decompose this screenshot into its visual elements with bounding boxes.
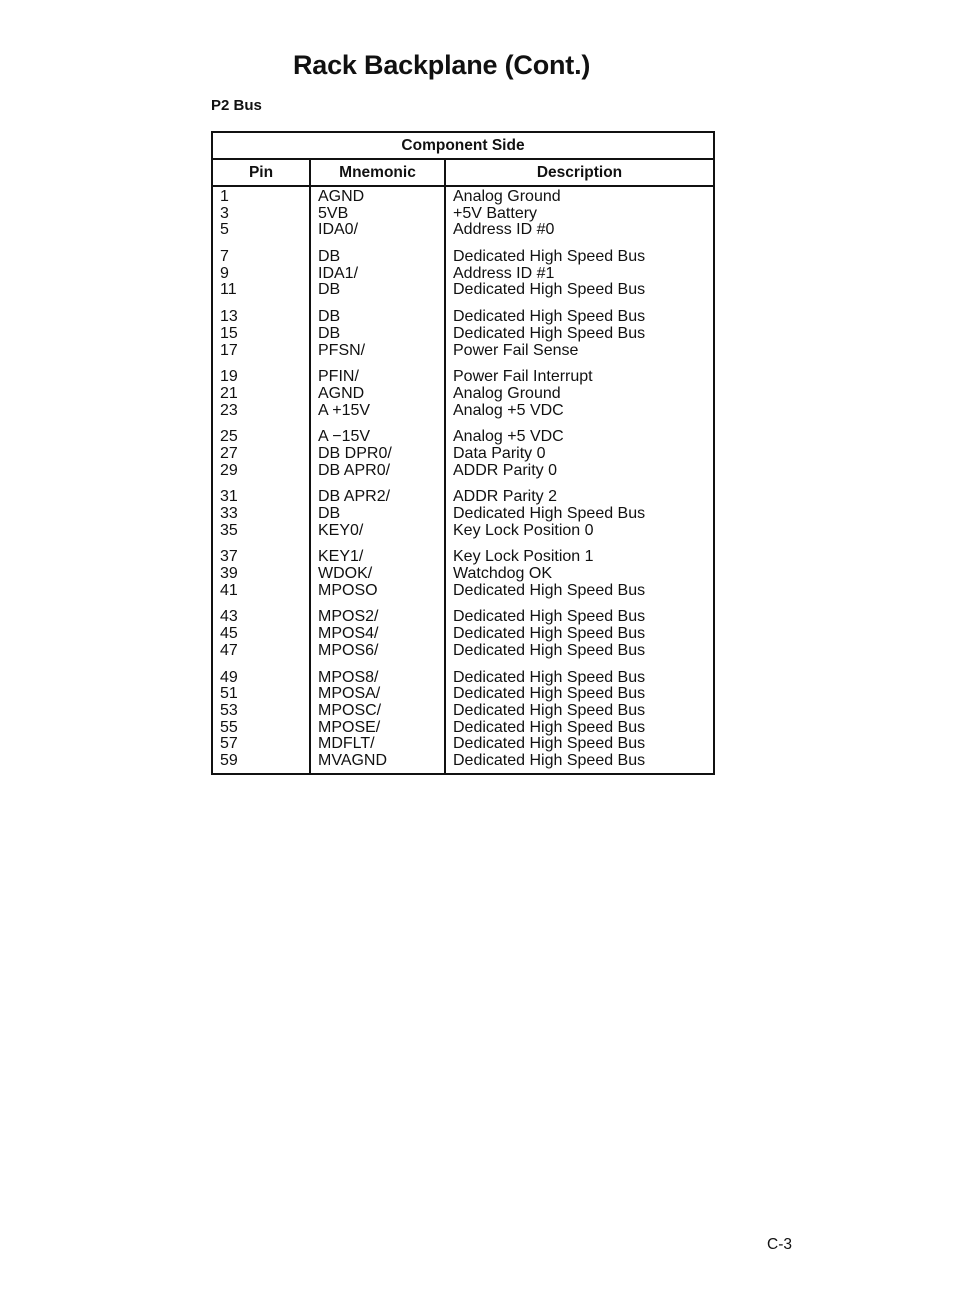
row-group xyxy=(220,309,309,359)
description-cell: +5V Battery xyxy=(453,204,538,222)
mnemonic-cell: WDOK/ xyxy=(318,565,373,583)
table-header xyxy=(213,160,713,187)
pin-cell: 5 xyxy=(220,221,229,239)
pin-cell: 23 xyxy=(220,401,238,419)
row-group xyxy=(318,189,444,239)
pin-cell: 57 xyxy=(220,735,238,753)
pin-cell: 11 xyxy=(220,281,237,299)
description-cell: Dedicated High Speed Bus xyxy=(453,751,646,769)
row-group xyxy=(318,670,444,770)
description-cell: Analog +5 VDC xyxy=(453,428,564,446)
table-body xyxy=(213,187,713,773)
description-cell: ADDR Parity 2 xyxy=(453,488,558,506)
mnemonic-cell: DB xyxy=(318,324,341,342)
mnemonic-cell: MPOS2/ xyxy=(318,608,379,626)
pin-column xyxy=(213,187,311,773)
mnemonic-cell: DB APR2/ xyxy=(318,488,391,506)
mnemonic-cell: MPOSE/ xyxy=(318,718,381,736)
description-cell: Dedicated High Speed Bus xyxy=(453,718,646,736)
pin-cell: 1 xyxy=(220,188,229,205)
page-number: C-3 xyxy=(767,1236,792,1253)
description-cell: Analog Ground xyxy=(453,384,561,402)
pin-cell: 59 xyxy=(220,751,238,769)
mnemonic-cell: MPOSO xyxy=(318,581,378,599)
pin-cell: 13 xyxy=(220,308,238,326)
mnemonic-cell: DB xyxy=(318,308,341,326)
pin-cell: 45 xyxy=(220,625,238,643)
row-group xyxy=(453,249,713,299)
row-group xyxy=(453,609,713,659)
row-group xyxy=(318,609,444,659)
description-cell: Dedicated High Speed Bus xyxy=(453,668,646,686)
mnemonic-cell: DB xyxy=(318,248,341,266)
row-group xyxy=(318,549,444,599)
row-group xyxy=(318,369,444,419)
row-group xyxy=(318,489,444,539)
pin-cell: 37 xyxy=(220,548,238,566)
section-subtitle: P2 Bus xyxy=(211,97,262,114)
mnemonic-cell: MPOS6/ xyxy=(318,641,379,659)
mnemonic-cell: MPOSA/ xyxy=(318,685,381,703)
pin-cell: 47 xyxy=(220,641,238,659)
pin-cell: 39 xyxy=(220,565,238,583)
row-group xyxy=(453,549,713,599)
row-group xyxy=(220,489,309,539)
row-group xyxy=(220,549,309,599)
mnemonic-cell: PFSN/ xyxy=(318,341,366,359)
pin-cell: 31 xyxy=(220,488,238,506)
row-group xyxy=(453,369,713,419)
row-group xyxy=(453,309,713,359)
pin-cell: 29 xyxy=(220,461,238,479)
description-cell: Dedicated High Speed Bus xyxy=(453,701,646,719)
pin-cell: 9 xyxy=(220,264,229,282)
pin-cell: 43 xyxy=(220,608,238,626)
header-description: Description xyxy=(536,164,623,181)
description-cell: Dedicated High Speed Bus xyxy=(453,308,646,326)
description-cell: Dedicated High Speed Bus xyxy=(453,281,646,299)
description-cell: Address ID #1 xyxy=(453,264,555,282)
row-group xyxy=(453,429,713,479)
description-cell: Dedicated High Speed Bus xyxy=(453,505,646,522)
row-group xyxy=(220,249,309,299)
row-group xyxy=(220,189,309,239)
mnemonic-cell: MVAGND xyxy=(318,751,388,769)
pin-cell: 7 xyxy=(220,248,229,266)
pin-cell: 33 xyxy=(220,505,238,522)
pin-cell: 19 xyxy=(220,368,238,386)
pin-cell: 53 xyxy=(220,701,238,719)
mnemonic-cell: MPOSC/ xyxy=(318,701,382,719)
description-cell: Power Fail Sense xyxy=(453,341,579,359)
mnemonic-cell: KEY1/ xyxy=(318,548,364,566)
mnemonic-cell: DB xyxy=(318,281,341,299)
pin-cell: 35 xyxy=(220,521,238,539)
mnemonic-cell: 5VB xyxy=(318,204,349,222)
pin-cell: 3 xyxy=(220,204,229,222)
mnemonic-cell: DB DPR0/ xyxy=(318,444,392,462)
row-group xyxy=(318,309,444,359)
row-group xyxy=(220,429,309,479)
mnemonic-cell: MPOS4/ xyxy=(318,625,379,643)
description-cell: Key Lock Position 1 xyxy=(453,548,594,566)
description-cell: Address ID #0 xyxy=(453,221,555,239)
description-cell: Dedicated High Speed Bus xyxy=(453,625,646,643)
description-cell: Analog Ground xyxy=(453,188,561,205)
description-cell: Dedicated High Speed Bus xyxy=(453,608,646,626)
description-cell: Dedicated High Speed Bus xyxy=(453,735,646,753)
pin-cell: 55 xyxy=(220,718,238,736)
pin-cell: 25 xyxy=(220,428,238,446)
mnemonic-cell: DB xyxy=(318,505,341,522)
description-column xyxy=(446,187,713,773)
mnemonic-cell: PFIN/ xyxy=(318,368,359,386)
pin-cell: 21 xyxy=(220,384,238,402)
description-cell: Power Fail Interrupt xyxy=(453,368,593,386)
mnemonic-cell: AGND xyxy=(318,384,365,402)
row-group xyxy=(318,429,444,479)
pin-cell: 17 xyxy=(220,341,238,359)
pin-cell: 41 xyxy=(220,581,238,599)
description-cell: Dedicated High Speed Bus xyxy=(453,324,646,342)
header-mnemonic: Mnemonic xyxy=(311,160,446,185)
description-cell: Data Parity 0 xyxy=(453,444,546,462)
description-cell: Watchdog OK xyxy=(453,565,553,583)
row-group xyxy=(220,609,309,659)
mnemonic-cell: IDA0/ xyxy=(318,221,359,239)
mnemonic-cell: DB APR0/ xyxy=(318,461,391,479)
description-cell: Dedicated High Speed Bus xyxy=(453,581,646,599)
description-cell: Analog +5 VDC xyxy=(453,401,564,419)
mnemonic-cell: MDFLT/ xyxy=(318,735,375,753)
pin-cell: 49 xyxy=(220,668,238,686)
mnemonic-cell: MPOS8/ xyxy=(318,668,379,686)
row-group xyxy=(220,369,309,419)
description-cell: Key Lock Position 0 xyxy=(453,521,594,539)
page-title: Rack Backplane (Cont.) xyxy=(293,50,591,80)
mnemonic-cell: AGND xyxy=(318,188,365,205)
header-pin: Pin xyxy=(213,160,311,185)
mnemonic-cell: A −15V xyxy=(318,428,371,446)
row-group xyxy=(453,489,713,539)
table-caption: Component Side xyxy=(213,133,713,160)
row-group xyxy=(453,670,713,770)
pin-cell: 15 xyxy=(220,324,238,342)
description-cell: Dedicated High Speed Bus xyxy=(453,248,646,266)
description-cell: Dedicated High Speed Bus xyxy=(453,685,646,703)
row-group xyxy=(318,249,444,299)
pin-cell: 51 xyxy=(220,685,238,703)
mnemonic-cell: IDA1/ xyxy=(318,264,359,282)
description-cell: ADDR Parity 0 xyxy=(453,461,558,479)
pin-table xyxy=(211,131,715,775)
mnemonic-cell: A +15V xyxy=(318,401,371,419)
mnemonic-column xyxy=(311,187,446,773)
mnemonic-cell: KEY0/ xyxy=(318,521,364,539)
description-cell: Dedicated High Speed Bus xyxy=(453,641,646,659)
row-group xyxy=(453,189,713,239)
row-group xyxy=(220,670,309,770)
pin-cell: 27 xyxy=(220,444,238,462)
